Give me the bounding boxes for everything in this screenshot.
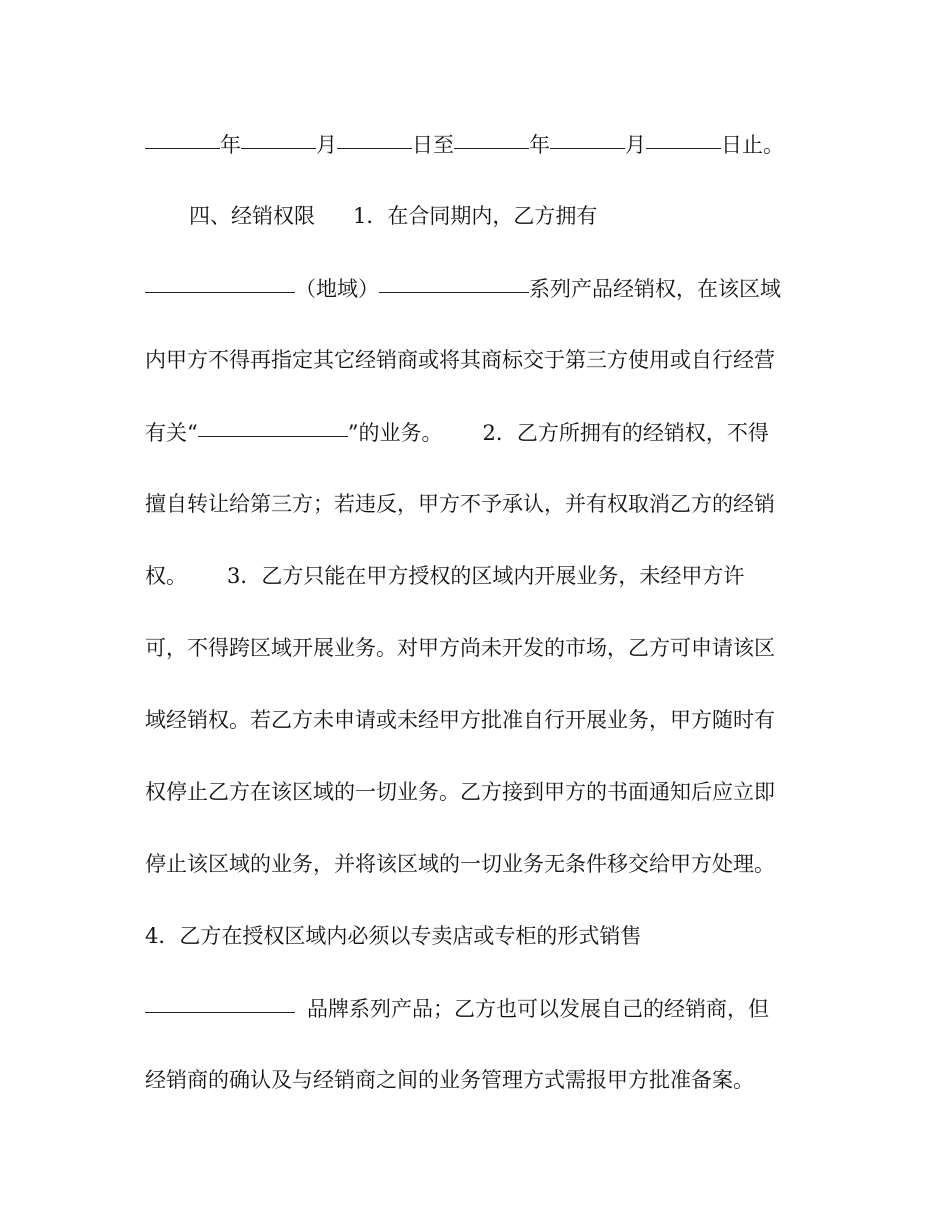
- blank-end-month: [550, 124, 625, 149]
- body-line-14: [145, 1060, 825, 1100]
- body-line-10: [145, 772, 825, 812]
- section-heading: 四、经销权限: [189, 204, 315, 228]
- date-range-line: [145, 124, 825, 164]
- clause-2-start: 2．乙方所拥有的经销权，不得: [482, 421, 769, 445]
- body-text: 经销商的确认及与经销商之间的业务管理方式需报甲方批准备案。: [145, 1068, 754, 1092]
- body-text: 可，不得跨区域开展业务。对甲方尚未开发的市场，乙方可申请该区: [145, 636, 775, 660]
- body-line-12: [145, 916, 825, 956]
- blank-end-year: [454, 124, 529, 149]
- body-line-8: [145, 628, 825, 668]
- label-year-1: 年: [220, 133, 241, 157]
- blank-region: [145, 268, 295, 293]
- body-text: 品牌系列产品；乙方也可以发展自己的经销商，但: [307, 997, 769, 1021]
- body-line-7: [145, 556, 825, 596]
- body-line-6: [145, 484, 825, 524]
- blank-product-series: [379, 268, 529, 293]
- body-text: 擅自转让给第三方；若违反，甲方不予承认，并有权取消乙方的经销: [145, 492, 775, 516]
- body-line-5: [145, 412, 825, 452]
- region-rights-text: 系列产品经销权，在该区域: [529, 277, 781, 301]
- label-region: （地域）: [295, 277, 379, 301]
- body-line-9: [145, 700, 825, 740]
- section-four-line: [189, 196, 869, 236]
- body-text: 域经销权。若乙方未申请或未经甲方批准自行开展业务，甲方随时有: [145, 708, 775, 732]
- label-month-1: 月: [316, 133, 337, 157]
- body-text: 权。: [145, 564, 187, 588]
- body-line-11: [145, 844, 825, 884]
- label-day-end: 日止。: [721, 133, 784, 157]
- clause-3-start: 3．乙方只能在甲方授权的区域内开展业务，未经甲方许: [227, 564, 745, 588]
- blank-business-name: [198, 412, 348, 437]
- quote-close-text: ”的业务。: [347, 421, 443, 445]
- clause-4-start: 4．乙方在授权区域内必须以专卖店或专柜的形式销售: [145, 924, 642, 948]
- quote-open-text: 有关“: [145, 421, 198, 445]
- region-line: [145, 268, 825, 308]
- label-day-to: 日至: [412, 133, 454, 157]
- label-month-2: 月: [625, 133, 646, 157]
- label-year-2: 年: [529, 133, 550, 157]
- body-text: 内甲方不得再指定其它经销商或将其商标交于第三方使用或自行经营: [145, 348, 775, 372]
- clause-1-start: 1．在合同期内，乙方拥有: [353, 204, 598, 228]
- body-line-4: [145, 340, 825, 380]
- blank-start-day: [337, 124, 412, 149]
- blank-end-day: [646, 124, 721, 149]
- body-line-13: [145, 988, 825, 1028]
- blank-brand-name: [145, 988, 295, 1013]
- blank-start-month: [241, 124, 316, 149]
- body-text: 停止该区域的业务，并将该区域的一切业务无条件移交给甲方处理。: [145, 852, 775, 876]
- body-text: 权停止乙方在该区域的一切业务。乙方接到甲方的书面通知后应立即: [145, 780, 775, 804]
- blank-start-year: [145, 124, 220, 149]
